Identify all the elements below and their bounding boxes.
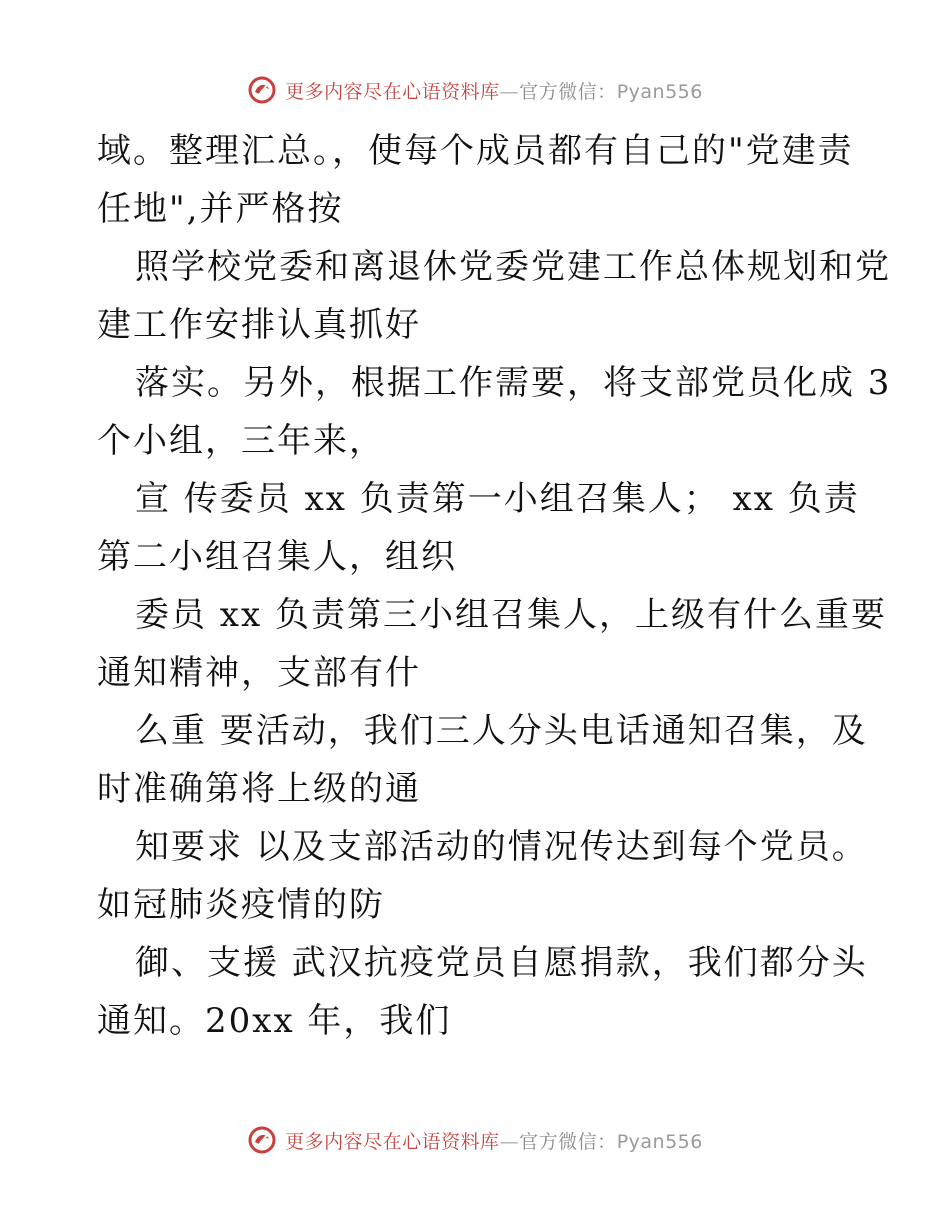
red-swirl-logo-icon: [247, 1125, 277, 1155]
text-line: 任地",并严格按: [97, 189, 344, 229]
document-body: [97, 122, 892, 1050]
red-swirl-logo-icon: [247, 75, 277, 105]
text-line: 通知精神，支部有什: [97, 653, 421, 693]
watermark-brand: 更多内容尽在心语资料库: [285, 80, 500, 103]
watermark-brand: 更多内容尽在心语资料库: [285, 1130, 500, 1153]
text-line: 照学校党委和离退休党委党建工作总体规划和党: [135, 247, 891, 287]
text-line: 落实。另外，根据工作需要，将支部党员化成 3: [135, 363, 892, 403]
watermark-label: 官方微信：: [519, 1130, 617, 1153]
text-line: 宣 传委员 xx 负责第一小组召集人； xx 负责: [135, 479, 860, 519]
text-line: 第二小组召集人，组织: [97, 537, 457, 577]
header-watermark: [0, 70, 950, 110]
text-line: 时准确第将上级的通: [97, 769, 421, 809]
text-line: 么重 要活动，我们三人分头电话通知召集，及: [135, 711, 868, 751]
watermark-separator: —: [499, 80, 520, 103]
text-line: 域。整理汇总。，使每个成员都有自己的"党建责: [97, 131, 854, 171]
footer-watermark: [0, 1120, 950, 1160]
text-line: 如冠肺炎疫情的防: [97, 885, 385, 925]
text-line: 通知。20xx 年，我们: [97, 1001, 452, 1041]
watermark-account: Pyan556: [616, 80, 703, 103]
text-line: 御、支援 武汉抗疫党员自愿捐款，我们都分头: [135, 943, 868, 983]
text-line: 个小组，三年来，: [97, 421, 385, 461]
text-line: 知要求 以及支部活动的情况传达到每个党员。: [135, 827, 868, 867]
text-line: 建工作安排认真抓好: [97, 305, 421, 345]
text-line: 委员 xx 负责第三小组召集人，上级有什么重要: [135, 595, 887, 635]
watermark-separator: —: [499, 1130, 520, 1153]
watermark-label: 官方微信：: [519, 80, 617, 103]
watermark-account: Pyan556: [616, 1130, 703, 1153]
